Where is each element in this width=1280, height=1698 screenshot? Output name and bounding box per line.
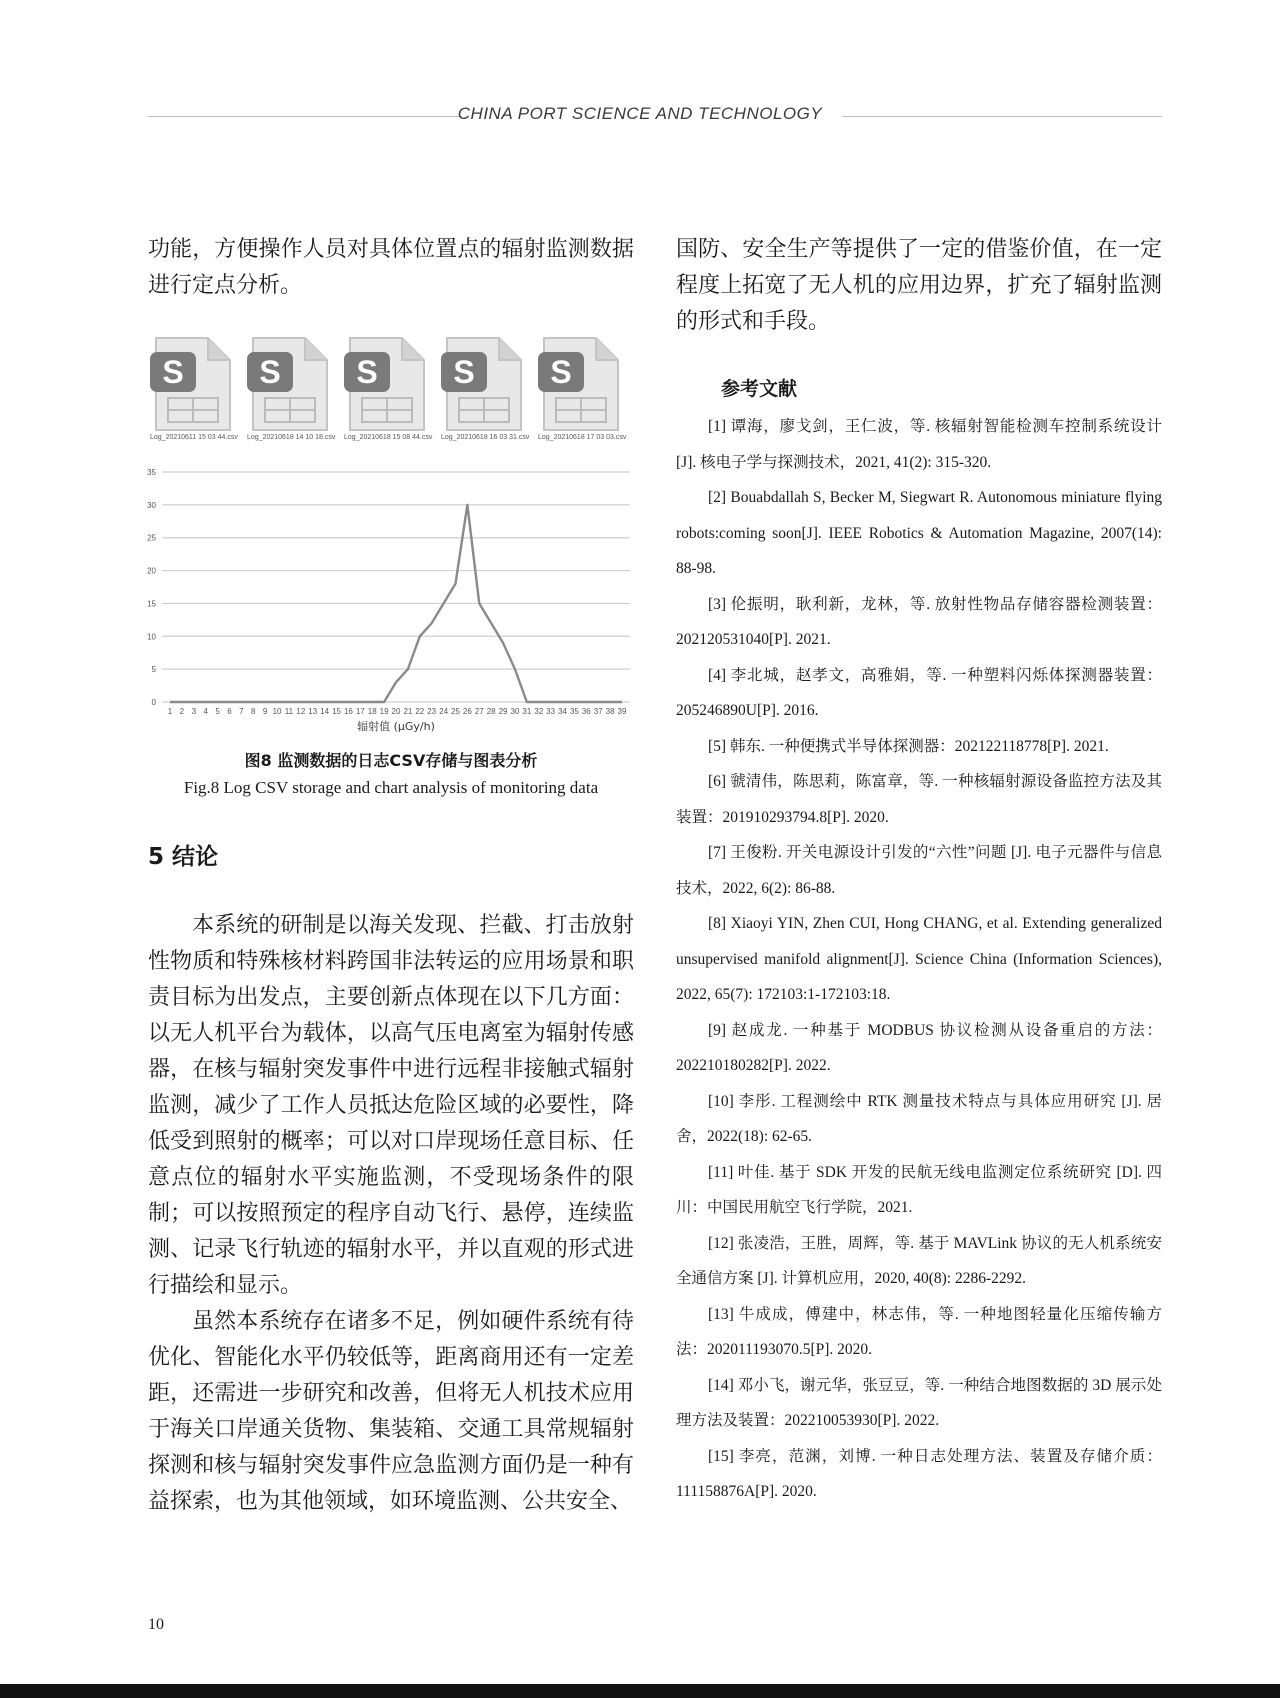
svg-text:S: S — [259, 354, 281, 390]
csv-file-4[interactable] — [441, 336, 530, 441]
x-tick-label: 6 — [227, 707, 232, 716]
reference-item: [12] 张凌浩，王胜，周辉，等. 基于 MAVLink 协议的无人机系统安全通信方案 [J]. 计算机应用，2020, 40(8): 2286-2292. — [676, 1234, 1162, 1287]
x-tick-label: 24 — [439, 707, 449, 716]
left-column-intro — [148, 232, 634, 304]
y-tick-label: 10 — [147, 632, 156, 642]
spreadsheet-file-icon — [150, 336, 236, 432]
x-tick-label: 38 — [605, 707, 615, 716]
x-tick-label: 13 — [308, 707, 318, 716]
x-tick-label: 10 — [272, 707, 282, 716]
x-tick-label: 32 — [534, 707, 544, 716]
reference-item: [8] Xiaoyi YIN, Zhen CUI, Hong CHANG, et al. Extending generalized unsupervised manifold alignment[J]. Science China (Information Sciences), 2022, 65(7): 172103:1-172103:18. — [676, 915, 1162, 1003]
file-name: Log_20210618 15 08 44.csv — [344, 434, 433, 441]
x-tick-label: 16 — [343, 707, 353, 716]
section-heading-conclusion: 5 结论 — [148, 844, 219, 870]
reference-item: [1] 谭海，廖戈剑，王仁波，等. 核辐射智能检测车控制系统设计 [J]. 核电子学与探测技术，2021, 41(2): 315-320. — [676, 418, 1162, 471]
reference-item: [5] 韩东. 一种便携式半导体探测器：202122118778[P]. 2021. — [708, 737, 1109, 755]
x-tick-label: 22 — [415, 707, 425, 716]
y-tick-label: 20 — [147, 566, 156, 576]
svg-text:S: S — [453, 354, 475, 390]
x-tick-label: 18 — [367, 707, 377, 716]
svg-text:S: S — [162, 354, 184, 390]
file-name: Log_20210618 17 03 03.csv — [538, 434, 627, 441]
x-tick-label: 2 — [179, 707, 185, 716]
y-tick-label: 35 — [147, 468, 156, 477]
x-tick-label: 25 — [451, 707, 460, 716]
conclusion-body — [148, 908, 634, 1520]
x-tick-label: 15 — [332, 707, 341, 716]
reference-item: [7] 王俊粉. 开关电源设计引发的“六性”问题 [J]. 电子元器件与信息技术，2022, 6(2): 86-88. — [676, 844, 1162, 897]
header-rule-right — [842, 116, 1162, 117]
journal-header-title: CHINA PORT SCIENCE AND TECHNOLOGY — [457, 104, 823, 123]
y-tick-label: 0 — [151, 698, 156, 707]
x-tick-label: 26 — [462, 707, 472, 716]
spreadsheet-file-icon — [247, 336, 333, 432]
x-tick-label: 21 — [403, 707, 413, 716]
reference-item: [15] 李亮，范渊，刘博. 一种日志处理方法、装置及存储介质：111158876A[P]. 2020. — [676, 1447, 1162, 1500]
csv-file-list — [150, 336, 630, 448]
conclusion-paragraph-1: 本系统的研制是以海关发现、拦截、打击放射性物质和特殊核材料跨国非法转运的应用场景和职责目标为出发点，主要创新点体现在以下几方面：以无人机平台为载体，以高气压电离室为辐射传感器，在核与辐射突发事件中进行远程非接触式辐射监测，减少了工作人员抵达危险区域的必要性，降低受到照射的概率；可以对口岸现场任意目标、任意点位的辐射水平实施监测，不受现场条件的限制；可以按照预定的程序自动飞行、悬停，连续监测、记录飞行轨迹的辐射水平，并以直观的形式进行描绘和显示。 — [148, 913, 634, 1298]
csv-file-2[interactable] — [247, 336, 336, 441]
x-axis-label: 辐射值 (μGy/h) — [357, 720, 435, 733]
file-name: Log_20210618 16 03 31.csv — [441, 434, 530, 441]
reference-item: [2] Bouabdallah S, Becker M, Siegwart R. Autonomous miniature flying robots:coming soon[J]. IEEE Robotics & Automation Magazine, 2007(14): 88-98. — [676, 489, 1162, 577]
page-number: 10 — [148, 1616, 164, 1633]
x-tick-label: 28 — [486, 707, 496, 716]
csv-file-3[interactable] — [344, 336, 433, 441]
reference-item: [10] 李彤. 工程测绘中 RTK 测量技术特点与具体应用研究 [J]. 居舍，2022(18): 62-65. — [676, 1092, 1162, 1145]
x-tick-label: 7 — [239, 707, 244, 716]
x-tick-label: 12 — [296, 707, 306, 716]
x-tick-label: 11 — [284, 707, 294, 716]
x-tick-label: 9 — [262, 707, 268, 716]
x-tick-label: 5 — [215, 707, 220, 716]
right-column — [676, 232, 1162, 1510]
y-tick-label: 5 — [151, 665, 156, 675]
svg-text:S: S — [550, 354, 572, 390]
figure-caption-english: Fig.8 Log CSV storage and chart analysis of monitoring data — [183, 778, 599, 797]
y-tick-label: 15 — [147, 599, 156, 609]
reference-item: [14] 邓小飞，谢元华，张豆豆，等. 一种结合地图数据的 3D 展示处理方法及装置：202210053930[P]. 2022. — [676, 1376, 1162, 1429]
csv-file-1[interactable] — [150, 336, 236, 441]
figure-caption-chinese: 图8 监测数据的日志CSV存储与图表分析 — [244, 751, 538, 770]
x-tick-label: 34 — [558, 707, 567, 716]
conclusion-continuation: 国防、安全生产等提供了一定的借鉴价值，在一定程度上拓宽了无人机的应用边界，扩充了辐射监测的形式和手段。 — [676, 237, 1162, 334]
spreadsheet-file-icon — [538, 336, 624, 432]
x-tick-label: 8 — [251, 707, 256, 716]
x-tick-label: 29 — [498, 707, 508, 716]
x-tick-label: 33 — [546, 707, 556, 716]
x-tick-label: 1 — [167, 707, 173, 716]
file-name: Log_20210618 14 10 18.csv — [247, 434, 336, 441]
reference-item: [3] 伦振明，耿利新，龙林，等. 放射性物品存储容器检测装置：202120531040[P]. 2021. — [676, 595, 1162, 648]
x-tick-label: 17 — [355, 707, 365, 716]
y-tick-label: 30 — [147, 500, 156, 510]
x-tick-label: 4 — [203, 707, 208, 716]
intro-paragraph: 功能，方便操作人员对具体位置点的辐射监测数据进行定点分析。 — [148, 237, 634, 298]
y-tick-label: 25 — [147, 533, 156, 543]
page-bottom-edge — [0, 1684, 1280, 1698]
svg-text:S: S — [356, 354, 378, 390]
x-tick-label: 39 — [617, 707, 627, 716]
reference-item: [13] 牛成成，傅建中，林志伟，等. 一种地图轻量化压缩传输方法：202011193070.5[P]. 2020. — [676, 1305, 1162, 1358]
references-heading: 参考文献 — [721, 378, 798, 400]
x-tick-label: 19 — [379, 707, 389, 716]
x-tick-label: 37 — [593, 707, 603, 716]
x-tick-label: 27 — [474, 707, 484, 716]
reference-item: [4] 李北城，赵孝文，高雅娟，等. 一种塑料闪烁体探测器装置：205246890U[P]. 2016. — [676, 666, 1162, 719]
x-tick-label: 3 — [191, 707, 197, 716]
reference-item: [9] 赵成龙. 一种基于 MODBUS 协议检测从设备重启的方法：202210180282[P]. 2022. — [676, 1021, 1162, 1074]
x-tick-label: 20 — [391, 707, 401, 716]
spreadsheet-file-icon — [344, 336, 430, 432]
reference-item: [6] 虢清伟，陈思莉，陈富章，等. 一种核辐射源设备监控方法及其装置：201910293794.8[P]. 2020. — [676, 773, 1162, 826]
x-tick-label: 14 — [320, 707, 330, 716]
x-tick-label: 30 — [510, 707, 520, 716]
x-tick-label: 36 — [581, 707, 591, 716]
x-tick-label: 23 — [427, 707, 437, 716]
csv-file-5[interactable] — [538, 336, 627, 441]
x-tick-label: 31 — [522, 707, 532, 716]
conclusion-paragraph-2: 虽然本系统存在诸多不足，例如硬件系统有待优化、智能化水平仍较低等，距离商用还有一定差距，还需进一步研究和改善，但将无人机技术应用于海关口岸通关货物、集装箱、交通工具常规辐射探测和核与辐射突发事件应急监测方面仍是一种有益探索，也为其他领域，如环境监测、公共安全、 — [148, 1309, 634, 1514]
file-name: Log_20210611 15 03 44.csv — [150, 434, 238, 441]
x-tick-label: 35 — [569, 707, 579, 716]
radiation-line-chart — [140, 462, 640, 740]
spreadsheet-file-icon — [441, 336, 527, 432]
reference-item: [11] 叶佳. 基于 SDK 开发的民航无线电监测定位系统研究 [D]. 四川：中国民用航空飞行学院，2021. — [676, 1163, 1162, 1216]
